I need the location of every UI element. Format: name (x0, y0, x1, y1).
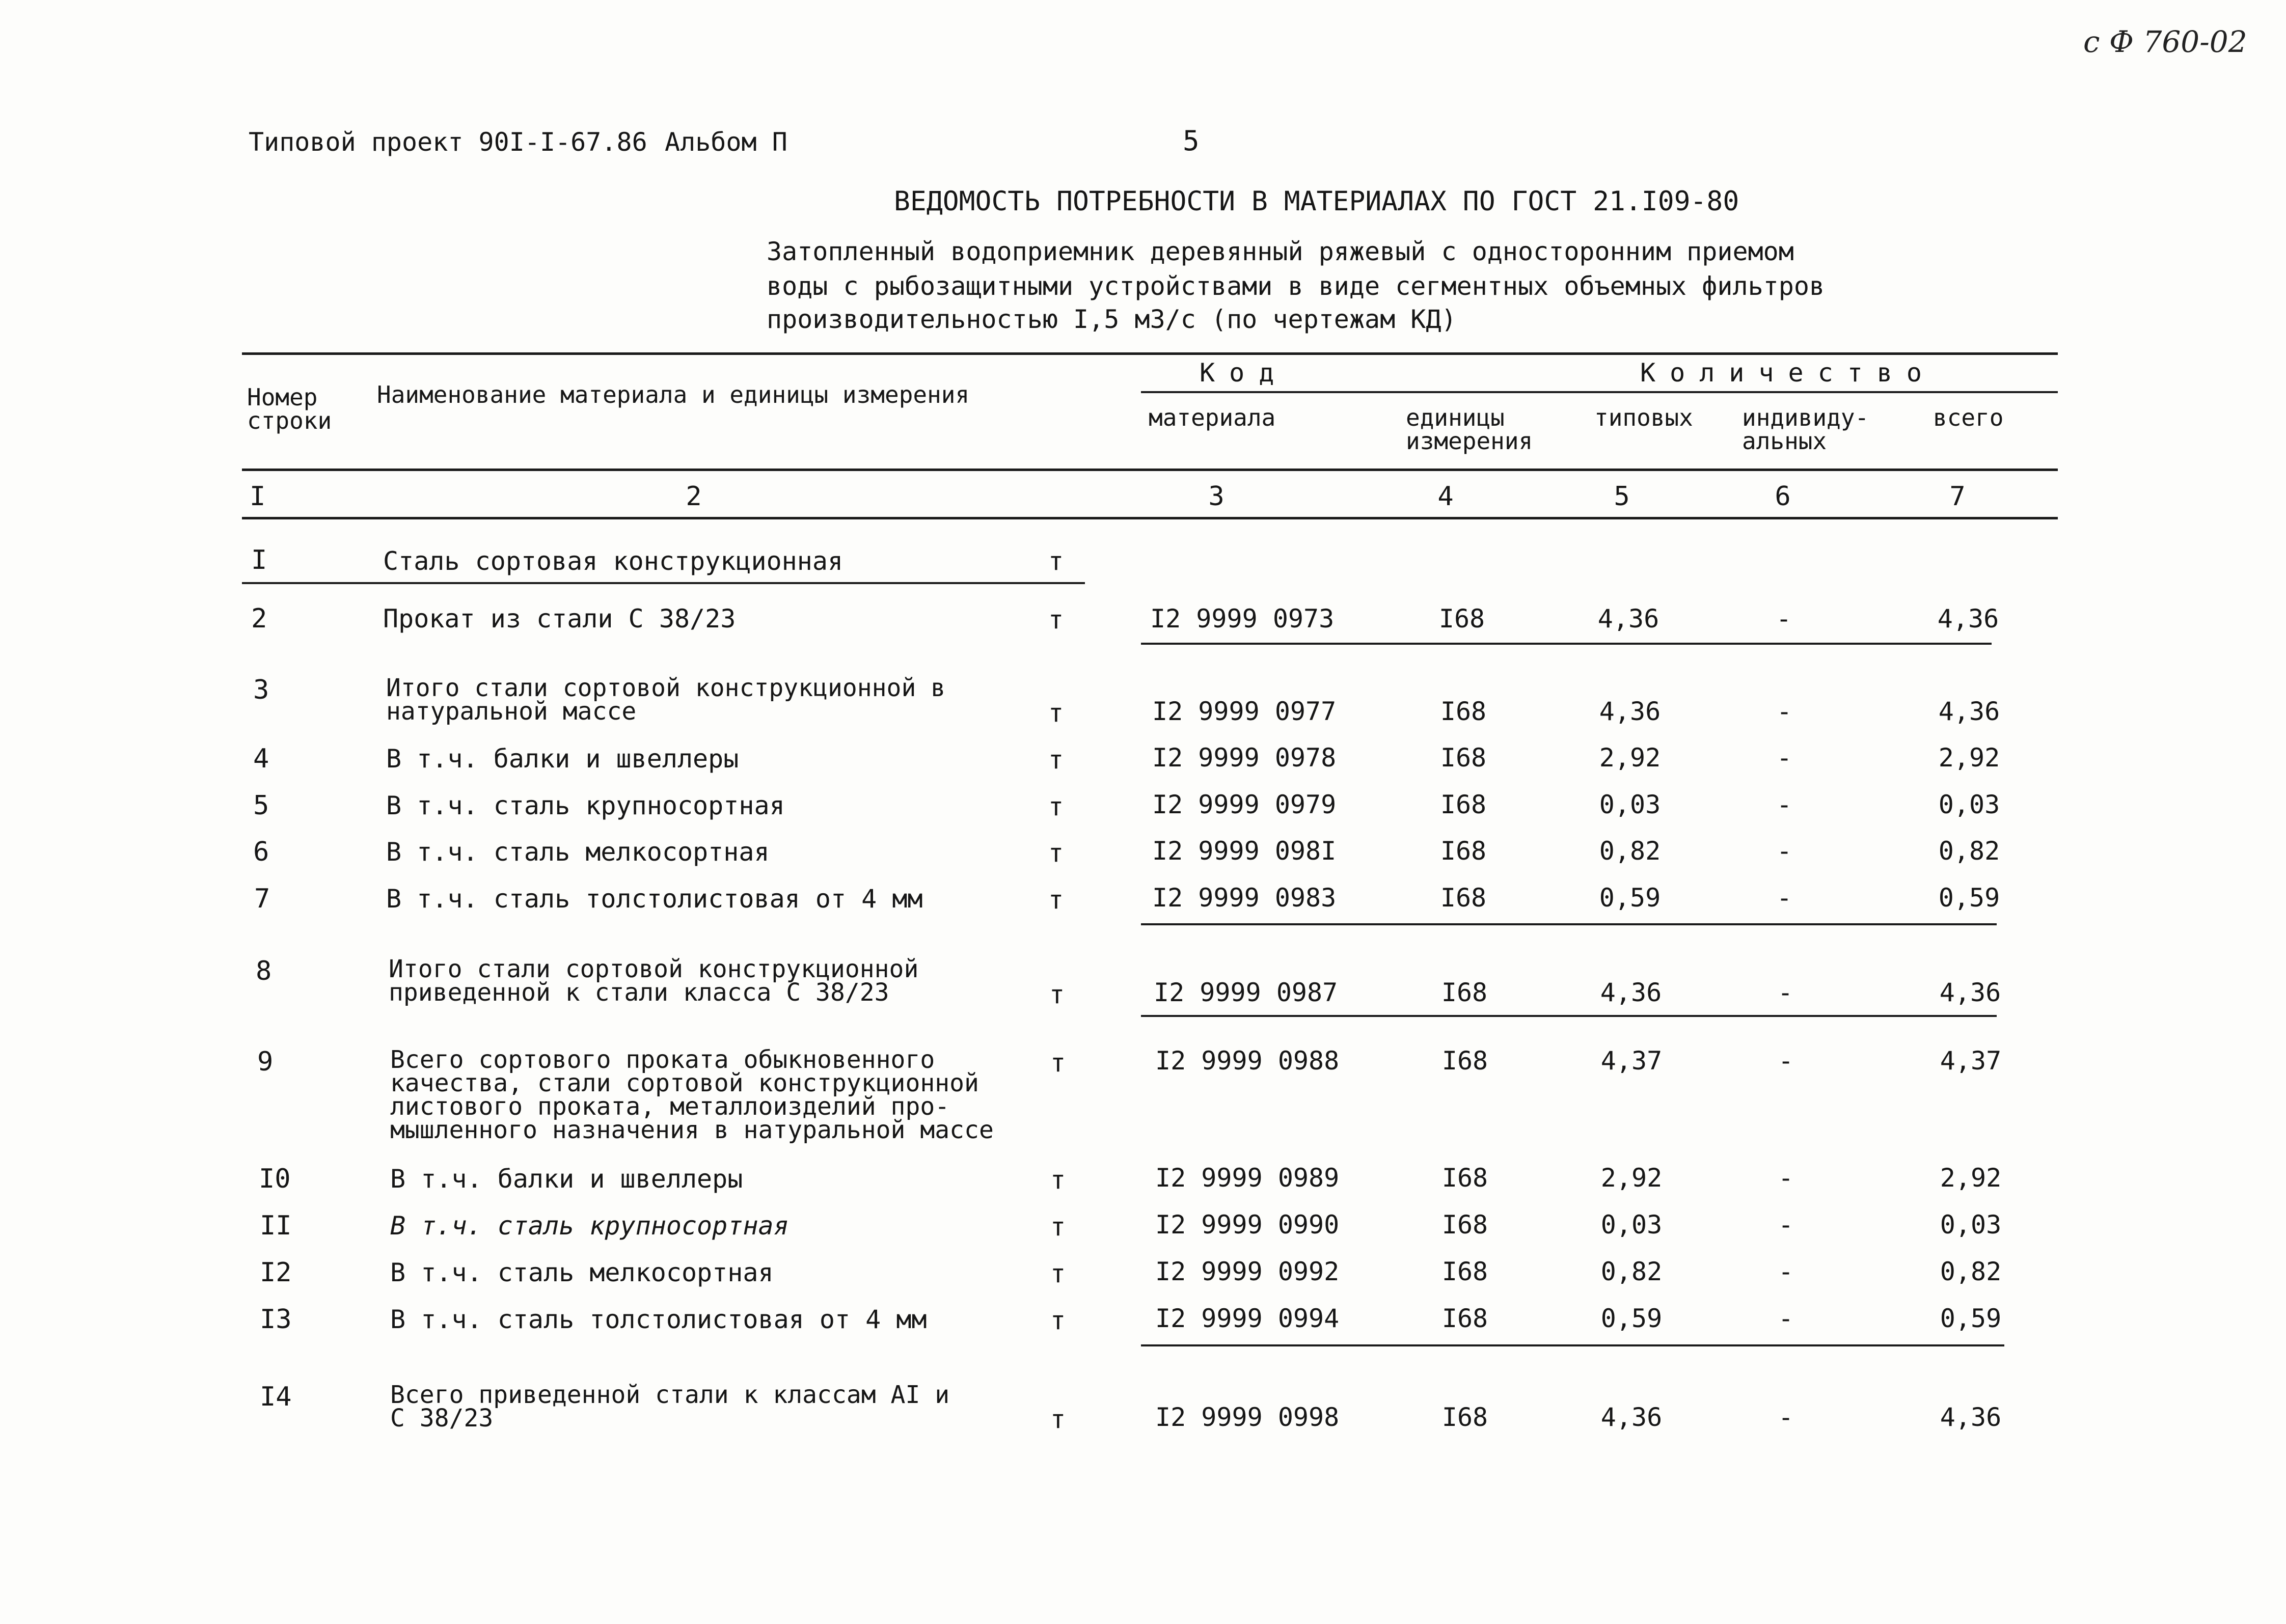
row-number: 6 (253, 837, 269, 867)
unit-label: т (1050, 1048, 1066, 1078)
qty-individual: - (1778, 1304, 1794, 1333)
qty-typical: 0,59 (1600, 1304, 1663, 1333)
unit-code: I68 (1441, 1046, 1488, 1076)
unit-label: т (1050, 1165, 1066, 1195)
qty-individual: - (1778, 1163, 1794, 1193)
row-rule (1141, 643, 1992, 645)
qty-typical: 4,36 (1597, 604, 1659, 634)
unit-code: I68 (1441, 1402, 1488, 1432)
unit-label: т (1050, 1259, 1066, 1288)
row-number: 8 (256, 956, 272, 986)
unit-label: т (1050, 1212, 1066, 1242)
header-row-number: Номер строки (247, 383, 332, 434)
unit-code: I68 (1438, 604, 1485, 634)
page-number: 5 (1183, 125, 1200, 157)
header-quantity-group: Количество (1640, 358, 1937, 388)
material-code: I2 9999 0979 (1152, 790, 1337, 819)
qty-typical: 4,36 (1600, 978, 1662, 1007)
row-number: 2 (251, 603, 267, 634)
qty-total: 2,92 (1940, 1163, 2002, 1193)
header-qty-typical: типовых (1594, 404, 1693, 431)
qty-individual: - (1776, 604, 1792, 634)
column-number-7: 7 (1949, 481, 1966, 512)
unit-label: т (1048, 698, 1064, 728)
unit-code: I68 (1440, 743, 1487, 773)
row-rule (1141, 923, 1997, 925)
material-code: I2 9999 0987 (1154, 978, 1338, 1007)
qty-individual: - (1777, 978, 1793, 1007)
qty-total: 4,36 (1940, 1402, 2002, 1432)
unit-code: I68 (1441, 1210, 1488, 1240)
header-qty-individual: индивиду- альных (1742, 404, 1869, 455)
unit-code: I68 (1441, 978, 1488, 1007)
unit-code: I68 (1440, 697, 1487, 726)
header-group-rule (1141, 391, 2058, 393)
unit-code: I68 (1441, 1257, 1488, 1286)
unit-code: I68 (1440, 883, 1487, 913)
header-code-unit: единицы измерения (1406, 404, 1533, 455)
unit-code: I68 (1440, 790, 1487, 819)
qty-typical: 2,92 (1600, 1163, 1663, 1193)
table-top-rule (242, 352, 2058, 355)
row-number: II (260, 1210, 292, 1241)
unit-label: т (1048, 838, 1064, 868)
qty-total: 2,92 (1938, 743, 2000, 773)
row-number: 4 (253, 744, 269, 774)
row-rule (1141, 1015, 1997, 1017)
material-code: I2 9999 098I (1152, 836, 1337, 866)
unit-label: т (1050, 1405, 1066, 1434)
document-subtitle-line-2: воды с рыбозащитными устройствами в виде сегментных объемных фильтров (767, 271, 1825, 301)
qty-typical: 0,82 (1600, 1257, 1663, 1286)
column-number-1: I (250, 481, 266, 512)
qty-total: 0,03 (1940, 1210, 2002, 1240)
qty-typical: 4,37 (1600, 1046, 1663, 1076)
qty-total: 0,59 (1940, 1304, 2002, 1333)
row-number: I (251, 545, 267, 575)
document-subtitle-line-1: Затопленный водоприемник деревянный ряжевый с односторонним приемом (767, 237, 1794, 266)
qty-individual: - (1776, 790, 1792, 819)
header-bottom-rule (242, 469, 2058, 471)
material-name: Всего сортового проката обыкновенного качества, стали сортовой конструкционной листового проката, металлоизделий про- мышленного назначения в натуральной массе (390, 1045, 994, 1144)
qty-total: 0,59 (1938, 883, 2000, 913)
unit-label: т (1048, 792, 1064, 821)
document-title: ВЕДОМОСТЬ ПОТРЕБНОСТИ В МАТЕРИАЛАХ ПО ГОСТ 21.I09-80 (894, 186, 1739, 217)
qty-total: 0,82 (1940, 1257, 2002, 1286)
qty-total: 4,36 (1939, 978, 2001, 1007)
material-code: I2 9999 0994 (1155, 1304, 1340, 1333)
qty-individual: - (1776, 697, 1792, 726)
unit-label: т (1049, 980, 1065, 1009)
material-code: I2 9999 0990 (1155, 1210, 1340, 1240)
qty-typical: 0,59 (1599, 883, 1661, 913)
unit-label: т (1048, 546, 1064, 576)
material-name: Итого стали сортовой конструкционной приведенной к стали класса С 38/23 (389, 955, 919, 1007)
qty-individual: - (1778, 1210, 1794, 1240)
row-rule (242, 582, 1085, 584)
row-number: I2 (260, 1257, 292, 1288)
project-label: Типовой проект 90I-I-67.86 (249, 127, 647, 157)
qty-total: 0,03 (1938, 790, 2000, 819)
material-name: Прокат из стали С 38/23 (383, 604, 736, 634)
qty-typical: 4,36 (1599, 697, 1661, 726)
material-code: I2 9999 0988 (1155, 1046, 1340, 1076)
qty-total: 0,82 (1938, 836, 2000, 866)
material-name: В т.ч. сталь мелкосортная (390, 1258, 774, 1287)
row-number: 9 (257, 1047, 274, 1077)
header-code-group: Код (1200, 358, 1289, 388)
qty-individual: - (1776, 743, 1792, 773)
material-name: В т.ч. сталь крупносортная (386, 791, 785, 820)
qty-total: 4,36 (1938, 697, 2000, 726)
material-name: В т.ч. сталь крупносортная (390, 1211, 789, 1241)
material-code: I2 9999 0998 (1155, 1402, 1340, 1432)
column-number-3: 3 (1208, 481, 1224, 512)
material-name: В т.ч. сталь толстолистовая от 4 мм (386, 884, 923, 914)
qty-individual: - (1776, 836, 1792, 866)
row-number: I3 (260, 1304, 292, 1335)
material-name: В т.ч. балки и швеллеры (390, 1164, 743, 1194)
unit-label: т (1048, 605, 1064, 635)
qty-typical: 2,92 (1599, 743, 1661, 773)
row-number: 5 (253, 790, 269, 821)
material-code: I2 9999 0989 (1155, 1163, 1340, 1193)
unit-code: I68 (1440, 836, 1487, 866)
material-code: I2 9999 0983 (1152, 883, 1337, 913)
column-numbers-rule (242, 517, 2058, 519)
qty-total: 4,37 (1940, 1046, 2002, 1076)
unit-code: I68 (1441, 1304, 1488, 1333)
header-name: Наименование материала и единицы измерения (377, 381, 970, 408)
unit-label: т (1048, 885, 1064, 915)
qty-individual: - (1778, 1402, 1794, 1432)
row-number: I4 (260, 1382, 292, 1412)
header-code-material: материала (1149, 404, 1276, 431)
column-number-2: 2 (686, 481, 702, 512)
row-rule (1141, 1344, 2004, 1346)
header-qty-total: всего (1933, 404, 2004, 431)
unit-label: т (1048, 745, 1064, 775)
material-code: I2 9999 0977 (1152, 697, 1337, 726)
material-name: В т.ч. сталь мелкосортная (386, 837, 770, 867)
unit-code: I68 (1441, 1163, 1488, 1193)
qty-individual: - (1778, 1046, 1794, 1076)
material-code: I2 9999 0992 (1155, 1257, 1340, 1286)
row-number: I0 (259, 1164, 291, 1194)
qty-individual: - (1778, 1257, 1794, 1286)
qty-total: 4,36 (1937, 604, 1999, 634)
document-subtitle-line-3: производительностью I,5 м3/с (по чертежам КД) (767, 305, 1457, 334)
material-name: В т.ч. сталь толстолистовая от 4 мм (390, 1305, 927, 1334)
row-number: 7 (254, 884, 270, 914)
column-number-6: 6 (1775, 481, 1791, 512)
archive-stamp: с Ф 760-02 (2083, 24, 2247, 59)
material-name: Сталь сортовая конструкционная (383, 546, 843, 576)
material-code: I2 9999 0978 (1152, 743, 1337, 773)
qty-typical: 0,82 (1599, 836, 1661, 866)
column-number-5: 5 (1614, 481, 1630, 512)
row-number: 3 (253, 675, 269, 705)
qty-typical: 4,36 (1600, 1402, 1663, 1432)
material-name: Итого стали сортовой конструкционной в натуральной массе (386, 674, 946, 726)
material-code: I2 9999 0973 (1150, 604, 1335, 634)
unit-label: т (1050, 1306, 1066, 1335)
qty-typical: 0,03 (1599, 790, 1661, 819)
material-name: В т.ч. балки и швеллеры (386, 744, 739, 774)
column-number-4: 4 (1437, 481, 1454, 512)
album-label: Альбом П (665, 127, 787, 157)
material-name: Всего приведенной стали к классам АI и С 38/23 (390, 1381, 950, 1433)
qty-individual: - (1776, 883, 1792, 913)
qty-typical: 0,03 (1600, 1210, 1663, 1240)
